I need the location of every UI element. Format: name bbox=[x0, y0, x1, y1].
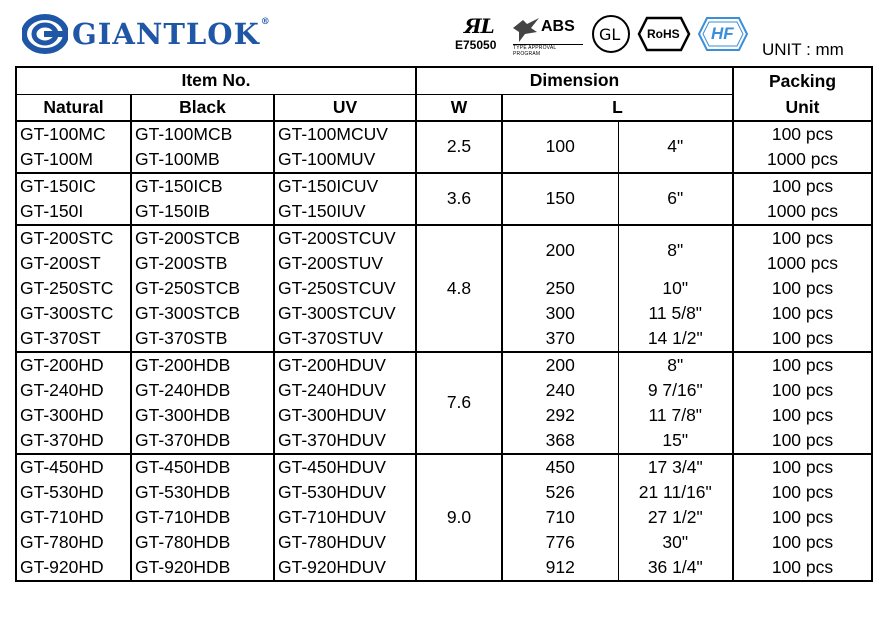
packing-cell: 1000 pcs bbox=[766, 148, 839, 169]
packing-cell: 100 pcs bbox=[771, 531, 834, 552]
uv-cell: GT-920HDUV bbox=[274, 555, 416, 581]
length-mm-cell: 200 bbox=[502, 225, 618, 276]
length-inch-cell: 8" bbox=[618, 225, 733, 276]
natural-cell: GT-300HD bbox=[16, 403, 131, 428]
uv-cell: GT-200STCUV bbox=[274, 225, 416, 251]
uv-cell: GT-150ICUV bbox=[274, 173, 416, 199]
brand-name: GIANTLOK® bbox=[72, 17, 271, 51]
black-cell: GT-200STCB bbox=[131, 225, 274, 251]
registered-mark: ® bbox=[260, 17, 271, 27]
length-mm-cell: 200 bbox=[502, 352, 618, 378]
natural-cell: GT-710HD bbox=[16, 505, 131, 530]
ul-mark: ЯL bbox=[464, 14, 494, 38]
length-mm-cell: 450 bbox=[502, 454, 618, 480]
abs-subtext: TYPE APPROVAL PROGRAM bbox=[513, 44, 583, 57]
length-inch-cell: 30" bbox=[618, 530, 733, 555]
uv-cell: GT-100MCUV bbox=[274, 121, 416, 147]
table-row bbox=[16, 173, 872, 199]
width-cell: 9.0 bbox=[416, 454, 502, 581]
length-mm-cell: 370 bbox=[502, 326, 618, 352]
black-cell: GT-150ICB bbox=[131, 173, 274, 199]
gl-label: GL bbox=[599, 25, 621, 44]
black-cell: GT-250STCB bbox=[131, 276, 274, 301]
natural-header: Natural bbox=[16, 95, 131, 122]
cable-tie-spec-table bbox=[15, 66, 873, 582]
length-inch-cell: 6" bbox=[618, 173, 733, 225]
uv-cell: GT-100MUV bbox=[274, 147, 416, 173]
length-mm-cell: 300 bbox=[502, 301, 618, 326]
length-inch-cell: 27 1/2" bbox=[618, 505, 733, 530]
black-cell: GT-710HDB bbox=[131, 505, 274, 530]
natural-cell: GT-200HD bbox=[16, 352, 131, 378]
header-row-top bbox=[16, 67, 872, 95]
length-mm-cell: 776 bbox=[502, 530, 618, 555]
natural-cell: GT-200STC bbox=[16, 225, 131, 251]
black-cell: GT-450HDB bbox=[131, 454, 274, 480]
packing-cell: 100 pcs bbox=[733, 225, 872, 251]
length-mm-cell: 368 bbox=[502, 428, 618, 454]
uv-cell: GT-370STUV bbox=[274, 326, 416, 352]
length-inch-cell: 9 7/16" bbox=[618, 378, 733, 403]
width-cell: 3.6 bbox=[416, 173, 502, 225]
natural-cell: GT-920HD bbox=[16, 555, 131, 581]
black-cell: GT-920HDB bbox=[131, 555, 274, 581]
uv-cell: GT-370HDUV bbox=[274, 428, 416, 454]
natural-cell: GT-200ST bbox=[16, 251, 131, 276]
uv-cell: GT-240HDUV bbox=[274, 378, 416, 403]
table-row bbox=[16, 454, 872, 480]
length-inch-cell: 14 1/2" bbox=[618, 326, 733, 352]
uv-cell: GT-300HDUV bbox=[274, 403, 416, 428]
uv-cell: GT-530HDUV bbox=[274, 480, 416, 505]
w-header: W bbox=[416, 95, 502, 122]
abs-eagle-icon bbox=[511, 14, 541, 44]
length-mm-cell: 240 bbox=[502, 378, 618, 403]
packing-cell: 100 pcs bbox=[771, 302, 834, 323]
natural-cell: GT-450HD bbox=[16, 454, 131, 480]
black-cell: GT-300STCB bbox=[131, 301, 274, 326]
black-cell: GT-200STB bbox=[131, 251, 274, 276]
packing-cell: 100 pcs bbox=[771, 481, 834, 502]
uv-cell: GT-450HDUV bbox=[274, 454, 416, 480]
table-row bbox=[16, 352, 872, 378]
header-row-bottom bbox=[16, 95, 872, 122]
black-cell: GT-780HDB bbox=[131, 530, 274, 555]
black-cell: GT-100MCB bbox=[131, 121, 274, 147]
black-cell: GT-370STB bbox=[131, 326, 274, 352]
natural-cell: GT-300STC bbox=[16, 301, 131, 326]
hf-label: HF bbox=[711, 24, 734, 43]
unit-label: UNIT : mm bbox=[762, 40, 844, 59]
natural-cell: GT-240HD bbox=[16, 378, 131, 403]
width-cell: 2.5 bbox=[416, 121, 502, 173]
natural-cell: GT-370ST bbox=[16, 326, 131, 352]
unit-header: Unit bbox=[733, 95, 872, 122]
item-no-header: Item No. bbox=[16, 67, 416, 95]
giantlok-swirl-icon bbox=[22, 14, 68, 54]
packing-cell: 100 pcs bbox=[771, 404, 834, 425]
packing-header: Packing bbox=[768, 70, 837, 91]
uv-cell: GT-300STCUV bbox=[274, 301, 416, 326]
packing-cell: 100 pcs bbox=[771, 379, 834, 400]
uv-cell: GT-780HDUV bbox=[274, 530, 416, 555]
uv-cell: GT-200STUV bbox=[274, 251, 416, 276]
black-cell: GT-530HDB bbox=[131, 480, 274, 505]
length-mm-cell: 710 bbox=[502, 505, 618, 530]
length-inch-cell: 21 11/16" bbox=[618, 480, 733, 505]
length-mm-cell: 292 bbox=[502, 403, 618, 428]
black-cell: GT-200HDB bbox=[131, 352, 274, 378]
uv-cell: GT-200HDUV bbox=[274, 352, 416, 378]
packing-cell: 100 pcs bbox=[733, 173, 872, 199]
packing-cell: 100 pcs bbox=[771, 277, 834, 298]
rohs-logo bbox=[637, 14, 691, 54]
length-inch-cell: 10" bbox=[618, 276, 733, 301]
black-cell: GT-240HDB bbox=[131, 378, 274, 403]
length-inch-cell: 17 3/4" bbox=[618, 454, 733, 480]
length-mm-cell: 150 bbox=[502, 173, 618, 225]
natural-cell: GT-250STC bbox=[16, 276, 131, 301]
length-inch-cell: 11 7/8" bbox=[618, 403, 733, 428]
natural-cell: GT-150I bbox=[16, 199, 131, 225]
natural-cell: GT-370HD bbox=[16, 428, 131, 454]
packing-cell: 100 pcs bbox=[771, 327, 834, 348]
hf-logo bbox=[697, 14, 749, 54]
ul-file-number: E75050 bbox=[455, 38, 497, 52]
natural-cell: GT-150IC bbox=[16, 173, 131, 199]
length-inch-cell: 36 1/4" bbox=[618, 555, 733, 581]
black-header: Black bbox=[131, 95, 274, 122]
width-cell: 7.6 bbox=[416, 352, 502, 454]
ul-recognized-logo bbox=[455, 14, 505, 58]
packing-cell: 100 pcs bbox=[771, 556, 834, 577]
length-inch-cell: 11 5/8" bbox=[618, 301, 733, 326]
natural-cell: GT-100MC bbox=[16, 121, 131, 147]
uv-header: UV bbox=[274, 95, 416, 122]
natural-cell: GT-100M bbox=[16, 147, 131, 173]
packing-cell: 100 pcs bbox=[733, 454, 872, 480]
dimension-header: Dimension bbox=[416, 67, 733, 95]
length-mm-cell: 526 bbox=[502, 480, 618, 505]
certification-logos bbox=[455, 14, 755, 58]
packing-cell: 100 pcs bbox=[771, 429, 834, 450]
l-header: L bbox=[502, 95, 733, 122]
spec-table-body bbox=[16, 121, 872, 581]
length-mm-cell: 912 bbox=[502, 555, 618, 581]
uv-cell: GT-150IUV bbox=[274, 199, 416, 225]
length-inch-cell: 15" bbox=[618, 428, 733, 454]
black-cell: GT-300HDB bbox=[131, 403, 274, 428]
length-inch-cell: 8" bbox=[618, 352, 733, 378]
packing-cell: 1000 pcs bbox=[766, 200, 839, 221]
abs-label: ABS bbox=[541, 18, 575, 35]
rohs-label: RoHS bbox=[647, 27, 680, 41]
natural-cell: GT-530HD bbox=[16, 480, 131, 505]
uv-cell: GT-710HDUV bbox=[274, 505, 416, 530]
length-mm-cell: 250 bbox=[502, 276, 618, 301]
black-cell: GT-370HDB bbox=[131, 428, 274, 454]
width-cell: 4.8 bbox=[416, 225, 502, 352]
packing-cell: 100 pcs bbox=[771, 506, 834, 527]
black-cell: GT-100MB bbox=[131, 147, 274, 173]
table-row bbox=[16, 121, 872, 147]
uv-cell: GT-250STCUV bbox=[274, 276, 416, 301]
natural-cell: GT-780HD bbox=[16, 530, 131, 555]
black-cell: GT-150IB bbox=[131, 199, 274, 225]
brand-logo-area bbox=[22, 14, 271, 54]
length-inch-cell: 4" bbox=[618, 121, 733, 173]
packing-cell: 100 pcs bbox=[733, 352, 872, 378]
packing-cell: 1000 pcs bbox=[766, 252, 839, 273]
packing-cell: 100 pcs bbox=[771, 123, 834, 144]
gl-logo bbox=[591, 14, 631, 54]
abs-approval-logo bbox=[511, 14, 585, 58]
length-mm-cell: 100 bbox=[502, 121, 618, 173]
table-row bbox=[16, 225, 872, 251]
